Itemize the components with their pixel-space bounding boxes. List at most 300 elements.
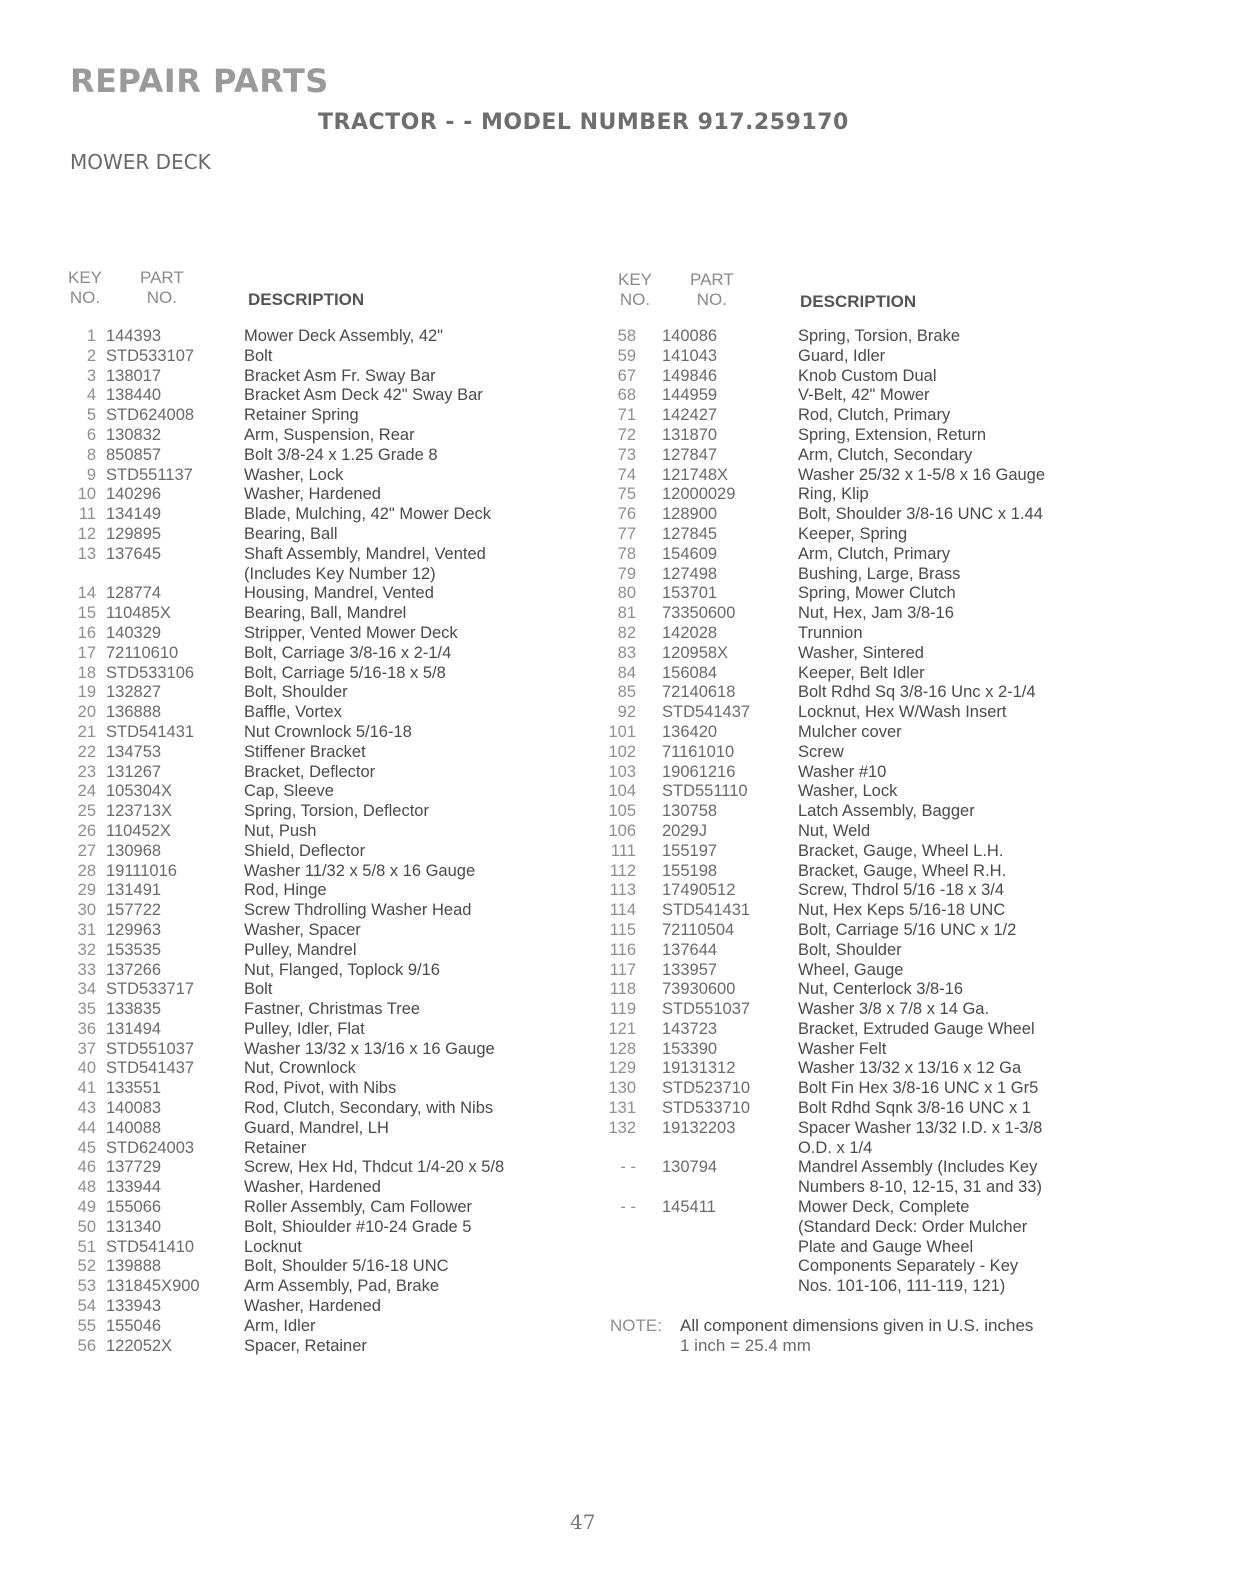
part-number: 12000029 xyxy=(662,485,736,504)
part-header-line1: PART xyxy=(140,268,184,287)
part-description: Nos. 101-106, 111-119, 121) xyxy=(798,1277,1006,1296)
part-description: Washer, Lock xyxy=(244,465,344,484)
part-description: Fastner, Christmas Tree xyxy=(244,1000,421,1019)
part-description: Nut, Weld xyxy=(798,821,871,840)
part-description: Plate and Gauge Wheel xyxy=(798,1237,974,1256)
key-number: 46 xyxy=(77,1158,96,1177)
part-number: 141043 xyxy=(662,346,718,365)
key-number: 10 xyxy=(77,485,96,504)
key-number: 49 xyxy=(77,1198,96,1217)
part-number: 136888 xyxy=(106,703,162,722)
part-number: STD551037 xyxy=(106,1039,195,1058)
part-number: STD533107 xyxy=(106,346,195,365)
part-number: STD541410 xyxy=(106,1237,195,1256)
key-number: 131 xyxy=(608,1099,636,1118)
part-number: 130794 xyxy=(662,1158,718,1177)
part-number: 71161010 xyxy=(662,742,735,761)
key-number: 54 xyxy=(77,1297,96,1316)
part-description: Washer 25/32 x 1-5/8 x 16 Gauge xyxy=(798,465,1046,484)
key-number: 48 xyxy=(77,1178,96,1197)
part-number: 143723 xyxy=(662,1019,718,1038)
part-number: 72140618 xyxy=(662,683,736,702)
part-description: Rod, Clutch, Primary xyxy=(798,406,951,425)
part-number: 73350600 xyxy=(662,604,736,623)
part-number: 130832 xyxy=(106,425,162,444)
key-number: 55 xyxy=(77,1316,96,1335)
part-description: Bolt, Carriage 3/8-16 x 2-1/4 xyxy=(244,643,452,662)
key-number: 132 xyxy=(608,1118,636,1137)
key-number: 8 xyxy=(86,445,96,464)
key-number: - - xyxy=(620,1198,636,1217)
key-number: 40 xyxy=(77,1059,96,1078)
part-description: Bracket, Deflector xyxy=(244,762,376,781)
part-description: Knob Custom Dual xyxy=(798,366,937,385)
part-description: Nut, Hex Keps 5/16-18 UNC xyxy=(798,901,1006,920)
right-description-header: DESCRIPTION xyxy=(800,292,917,311)
part-description: Ring, Klip xyxy=(798,485,869,504)
key-number: 29 xyxy=(77,881,96,900)
left-key-header xyxy=(68,268,102,308)
key-number: - - xyxy=(620,1158,636,1177)
key-number: 11 xyxy=(78,505,96,524)
part-description: Components Separately - Key xyxy=(798,1257,1019,1276)
key-number: 75 xyxy=(617,485,636,504)
key-number: 129 xyxy=(608,1059,636,1078)
part-description: Spring, Extension, Return xyxy=(798,425,987,444)
part-description: Bolt, Shoulder xyxy=(798,940,902,959)
key-number: 44 xyxy=(77,1118,96,1137)
part-description: Cap, Sleeve xyxy=(244,782,334,801)
key-number: 34 xyxy=(77,980,96,999)
key-number: 27 xyxy=(77,841,96,860)
part-number: 129963 xyxy=(106,920,162,939)
key-number: 56 xyxy=(77,1336,96,1355)
key-number: 74 xyxy=(617,465,636,484)
part-description: Bolt, Shoulder 3/8-16 UNC x 1.44 xyxy=(798,505,1043,524)
part-number: STD533717 xyxy=(106,980,195,999)
part-number: STD551110 xyxy=(662,782,748,801)
part-description: Retainer Spring xyxy=(244,406,359,425)
part-description: Washer #10 xyxy=(798,762,887,781)
dimensions-note xyxy=(610,1316,1033,1356)
key-number: 80 xyxy=(617,584,636,603)
key-number: 105 xyxy=(608,802,636,821)
key-number: 50 xyxy=(77,1217,96,1236)
part-number: 144959 xyxy=(662,386,718,405)
part-number: 110452X xyxy=(106,821,171,840)
part-description: Washer, Spacer xyxy=(244,920,361,939)
part-description: Bushing, Large, Brass xyxy=(798,564,961,583)
key-number: 103 xyxy=(608,762,636,781)
left-description-header: DESCRIPTION xyxy=(248,290,365,309)
key-number: 35 xyxy=(77,1000,96,1019)
part-number: 145411 xyxy=(662,1198,716,1217)
key-header-line2: NO. xyxy=(619,290,651,309)
key-number: 106 xyxy=(608,821,636,840)
key-number: 79 xyxy=(617,564,636,583)
page-number: 47 xyxy=(570,1510,596,1534)
part-number: 128900 xyxy=(662,505,718,524)
part-number: 129895 xyxy=(106,524,162,543)
part-number: 19132203 xyxy=(662,1118,736,1137)
part-description: Arm, Clutch, Primary xyxy=(798,544,951,563)
part-number: 73930600 xyxy=(662,980,736,999)
part-description: Washer, Hardened xyxy=(244,1297,381,1316)
part-description: Bracket, Extruded Gauge Wheel xyxy=(798,1019,1035,1038)
part-description: Nut, Crownlock xyxy=(244,1059,356,1078)
part-number: STD551037 xyxy=(662,1000,751,1019)
part-number: 17490512 xyxy=(662,881,736,900)
key-number: 119 xyxy=(609,1000,636,1019)
right-key-header xyxy=(618,270,652,310)
part-description: Bracket Asm Fr. Sway Bar xyxy=(244,366,436,385)
key-number: 33 xyxy=(77,960,96,979)
key-number: 82 xyxy=(617,623,636,642)
part-number: 142028 xyxy=(662,623,718,642)
part-number: 133551 xyxy=(106,1079,162,1098)
part-description: Bolt, Shoulder xyxy=(244,683,348,702)
part-number: 131340 xyxy=(106,1217,162,1236)
part-number: 137644 xyxy=(662,940,718,959)
part-description: Screw xyxy=(798,742,844,761)
part-number: 142427 xyxy=(662,406,718,425)
part-description: Numbers 8-10, 12-15, 31 and 33) xyxy=(798,1178,1042,1197)
part-number: 131870 xyxy=(662,425,718,444)
key-number: 114 xyxy=(609,901,636,920)
key-number: 121 xyxy=(608,1019,636,1038)
part-description: Washer 11/32 x 5/8 x 16 Gauge xyxy=(244,861,476,880)
part-description: Stripper, Vented Mower Deck xyxy=(244,623,458,642)
part-number: 127498 xyxy=(662,564,718,583)
key-number: 2 xyxy=(86,346,96,365)
key-number: 23 xyxy=(77,762,96,781)
part-number: 137645 xyxy=(106,544,162,563)
part-number: 153390 xyxy=(662,1039,718,1058)
part-number: 131491 xyxy=(106,881,162,900)
part-description: Keeper, Spring xyxy=(798,524,908,543)
part-description: Wheel, Gauge xyxy=(798,960,904,979)
part-number: 19131312 xyxy=(662,1059,736,1078)
key-number: 16 xyxy=(77,623,96,642)
part-description: Spring, Torsion, Brake xyxy=(798,327,961,345)
key-number: 81 xyxy=(617,604,636,623)
part-number: STD541431 xyxy=(662,901,751,920)
part-header-line2: NO. xyxy=(696,290,727,309)
key-header-line1: KEY xyxy=(618,270,653,289)
part-description: Locknut xyxy=(244,1237,302,1256)
part-number: 136420 xyxy=(662,722,718,741)
key-number: 36 xyxy=(77,1019,96,1038)
part-description: Arm, Clutch, Secondary xyxy=(798,445,973,464)
part-description: Trunnion xyxy=(798,623,863,642)
part-description: Bolt Fin Hex 3/8-16 UNC x 1 Gr5 xyxy=(798,1079,1039,1098)
part-number: 123713X xyxy=(106,802,173,821)
part-number: 127845 xyxy=(662,524,718,543)
key-number: 117 xyxy=(609,960,636,979)
part-description: Washer, Hardened xyxy=(244,1178,381,1197)
key-number: 115 xyxy=(609,920,636,939)
part-number: 157722 xyxy=(106,901,162,920)
part-number: 133957 xyxy=(662,960,718,979)
part-number: 154609 xyxy=(662,544,718,563)
part-description: Washer, Sintered xyxy=(798,643,924,662)
part-number: 131494 xyxy=(106,1019,162,1038)
part-description: Spring, Mower Clutch xyxy=(798,584,956,603)
key-number: 41 xyxy=(77,1079,96,1098)
part-description: Rod, Hinge xyxy=(244,881,327,900)
key-number: 85 xyxy=(617,683,636,702)
key-number: 113 xyxy=(609,881,636,900)
part-description: Housing, Mandrel, Vented xyxy=(244,584,434,603)
part-description: Bolt xyxy=(244,346,273,365)
left-part-header xyxy=(140,268,184,308)
part-number: 140088 xyxy=(106,1118,162,1137)
part-description: Washer, Hardened xyxy=(244,485,381,504)
part-number: 155197 xyxy=(662,841,718,860)
part-description: Guard, Mandrel, LH xyxy=(244,1118,389,1137)
part-number: 144393 xyxy=(106,327,162,345)
part-description: Screw Thdrolling Washer Head xyxy=(244,901,472,920)
part-description: Shaft Assembly, Mandrel, Vented xyxy=(244,544,486,563)
part-number: STD523710 xyxy=(662,1079,751,1098)
part-number: 19061216 xyxy=(662,762,736,781)
part-description: Pulley, Mandrel xyxy=(244,940,357,959)
part-number: 156084 xyxy=(662,663,718,682)
key-number: 37 xyxy=(77,1039,96,1058)
part-number: 140329 xyxy=(106,623,162,642)
part-description: Mandrel Assembly (Includes Key xyxy=(798,1158,1038,1177)
part-description: Arm, Suspension, Rear xyxy=(244,425,415,444)
key-number: 73 xyxy=(617,445,636,464)
key-number: 68 xyxy=(617,386,636,405)
part-number: 128774 xyxy=(106,584,162,603)
key-number: 5 xyxy=(86,406,96,425)
right-part-header xyxy=(690,270,734,310)
part-number: STD541437 xyxy=(662,703,751,722)
part-number: STD541437 xyxy=(106,1059,195,1078)
part-description: Nut, Flanged, Toplock 9/16 xyxy=(244,960,440,979)
part-description: Bearing, Ball, Mandrel xyxy=(244,604,407,623)
note-line2: 1 inch = 25.4 mm xyxy=(680,1336,811,1355)
part-description: Rod, Clutch, Secondary, with Nibs xyxy=(244,1099,494,1118)
part-number: 130758 xyxy=(662,802,718,821)
part-number: 134149 xyxy=(106,505,162,524)
part-description: Washer 13/32 x 13/16 x 12 Ga xyxy=(798,1059,1022,1078)
part-number: 153701 xyxy=(662,584,718,603)
part-description: Bolt xyxy=(244,980,273,999)
part-number: 133943 xyxy=(106,1297,162,1316)
key-number: 101 xyxy=(608,722,636,741)
part-description: Bolt, Carriage 5/16 UNC x 1/2 xyxy=(798,920,1017,939)
part-description: Washer, Lock xyxy=(798,782,898,801)
part-description: Mower Deck Assembly, 42" xyxy=(244,327,444,345)
key-number: 52 xyxy=(77,1257,96,1276)
part-description: Washer 3/8 x 7/8 x 14 Ga. xyxy=(798,1000,990,1019)
part-number: 134753 xyxy=(106,742,162,761)
part-description: (Includes Key Number 12) xyxy=(244,564,436,583)
part-description: V-Belt, 42" Mower xyxy=(798,386,930,405)
part-number: 110485X xyxy=(106,604,171,623)
part-number: STD533106 xyxy=(106,663,195,682)
key-number: 25 xyxy=(77,802,96,821)
part-number: STD541431 xyxy=(106,722,195,741)
key-number: 9 xyxy=(86,465,96,484)
part-description: Bolt Rdhd Sqnk 3/8-16 UNC x 1 xyxy=(798,1099,1031,1118)
part-number: 133944 xyxy=(106,1178,162,1197)
part-number: 19111016 xyxy=(106,861,177,880)
key-number: 118 xyxy=(609,980,636,999)
part-description: Bolt 3/8-24 x 1.25 Grade 8 xyxy=(244,445,438,464)
part-description: Retainer xyxy=(244,1138,307,1157)
part-description: Bolt, Shoulder 5/16-18 UNC xyxy=(244,1257,449,1276)
part-number: 149846 xyxy=(662,366,718,385)
part-description: Nut Crownlock 5/16-18 xyxy=(244,722,412,741)
part-number: 120958X xyxy=(662,643,729,662)
key-number: 3 xyxy=(86,366,96,385)
part-number: 138440 xyxy=(106,386,162,405)
key-number: 4 xyxy=(86,386,96,405)
part-description: Bracket Asm Deck 42" Sway Bar xyxy=(244,386,483,405)
key-number: 19 xyxy=(77,683,96,702)
key-number: 71 xyxy=(617,406,636,425)
part-description: O.D. x 1/4 xyxy=(798,1138,873,1157)
part-description: Arm Assembly, Pad, Brake xyxy=(244,1277,440,1296)
key-number: 84 xyxy=(617,663,636,682)
part-description: Pulley, Idler, Flat xyxy=(244,1019,365,1038)
part-number: 138017 xyxy=(106,366,162,385)
part-description: Blade, Mulching, 42" Mower Deck xyxy=(244,505,492,524)
part-number: 133835 xyxy=(106,1000,162,1019)
key-number: 104 xyxy=(608,782,636,801)
key-number: 30 xyxy=(77,901,96,920)
part-description: Bolt Rdhd Sq 3/8-16 Unc x 2-1/4 xyxy=(798,683,1036,702)
part-description: (Standard Deck: Order Mulcher xyxy=(798,1217,1028,1236)
part-description: Keeper, Belt Idler xyxy=(798,663,925,682)
key-number: 130 xyxy=(608,1079,636,1098)
part-description: Spring, Torsion, Deflector xyxy=(244,802,429,821)
part-description: Washer 13/32 x 13/16 x 16 Gauge xyxy=(244,1039,495,1058)
part-number: 137266 xyxy=(106,960,162,979)
part-number: 72110610 xyxy=(106,643,179,662)
key-number: 6 xyxy=(86,425,96,444)
key-number: 14 xyxy=(77,584,96,603)
part-number: 131267 xyxy=(106,762,162,781)
note-line1: All component dimensions given in U.S. inches xyxy=(680,1316,1034,1335)
key-header-line1: KEY xyxy=(68,268,103,287)
part-header-line1: PART xyxy=(690,270,734,289)
part-number: STD624003 xyxy=(106,1138,195,1157)
part-number: 132827 xyxy=(106,683,162,702)
key-number: 24 xyxy=(77,782,96,801)
key-number: 17 xyxy=(77,643,96,662)
key-number: 31 xyxy=(77,920,96,939)
part-number: STD551137 xyxy=(106,465,193,484)
part-description: Stiffener Bracket xyxy=(244,742,366,761)
part-description: Bolt, Shioulder #10-24 Grade 5 xyxy=(244,1217,472,1236)
key-number: 78 xyxy=(617,544,636,563)
part-number: 130968 xyxy=(106,841,162,860)
part-description: Washer Felt xyxy=(798,1039,887,1058)
part-number: 105304X xyxy=(106,782,173,801)
key-number: 77 xyxy=(617,524,636,543)
part-description: Rod, Pivot, with Nibs xyxy=(244,1079,397,1098)
part-description: Mower Deck, Complete xyxy=(798,1198,970,1217)
key-number: 102 xyxy=(608,742,636,761)
key-number: 83 xyxy=(617,643,636,662)
part-description: Mulcher cover xyxy=(798,722,902,741)
part-description: Spacer, Retainer xyxy=(244,1336,367,1355)
part-number: 153535 xyxy=(106,940,162,959)
part-description: Arm, Idler xyxy=(244,1316,316,1335)
part-number: 140086 xyxy=(662,327,718,345)
key-number: 67 xyxy=(617,366,636,385)
part-number: 140083 xyxy=(106,1099,162,1118)
part-description: Spacer Washer 13/32 I.D. x 1-3/8 xyxy=(798,1118,1043,1137)
part-description: Bolt, Carriage 5/16-18 x 5/8 xyxy=(244,663,446,682)
part-number: 155046 xyxy=(106,1316,162,1335)
key-number: 116 xyxy=(609,940,636,959)
key-number: 76 xyxy=(617,505,636,524)
part-description: Nut, Centerlock 3/8-16 xyxy=(798,980,964,999)
key-header-line2: NO. xyxy=(69,288,101,307)
key-number: 1 xyxy=(86,327,96,345)
key-number: 51 xyxy=(77,1237,96,1256)
key-number: 13 xyxy=(77,544,96,563)
key-number: 128 xyxy=(608,1039,636,1058)
key-number: 28 xyxy=(77,861,96,880)
part-header-line2: NO. xyxy=(146,288,177,307)
part-description: Guard, Idler xyxy=(798,346,886,365)
part-number: STD624008 xyxy=(106,406,195,425)
key-number: 59 xyxy=(617,346,636,365)
part-description: Bracket, Gauge, Wheel R.H. xyxy=(798,861,1007,880)
part-number: 2029J xyxy=(662,821,707,840)
key-number: 92 xyxy=(617,703,636,722)
section-title: MOWER DECK xyxy=(70,150,211,174)
key-number: 111 xyxy=(610,841,636,860)
key-number: 15 xyxy=(77,604,96,623)
key-number: 22 xyxy=(77,742,96,761)
part-number: 139888 xyxy=(106,1257,162,1276)
model-title: TRACTOR - - MODEL NUMBER 917.259170 xyxy=(318,110,849,135)
key-number: 72 xyxy=(617,425,636,444)
part-description: Bearing, Ball xyxy=(244,524,338,543)
key-number: 43 xyxy=(77,1099,96,1118)
part-description: Shield, Deflector xyxy=(244,841,366,860)
key-number: 32 xyxy=(77,940,96,959)
part-description: Nut, Push xyxy=(244,821,317,840)
part-description: Roller Assembly, Cam Follower xyxy=(244,1198,473,1217)
part-description: Latch Assembly, Bagger xyxy=(798,802,975,821)
key-number: 21 xyxy=(77,722,96,741)
part-number: 122052X xyxy=(106,1336,173,1355)
part-number: 131845X900 xyxy=(106,1277,200,1296)
page-title: REPAIR PARTS xyxy=(70,62,329,100)
key-number: 12 xyxy=(77,524,96,543)
key-number: 18 xyxy=(77,663,96,682)
part-number: 155198 xyxy=(662,861,718,880)
part-number: 140296 xyxy=(106,485,162,504)
part-description: Screw, Thdrol 5/16 -18 x 3/4 xyxy=(798,881,1005,900)
part-description: Bracket, Gauge, Wheel L.H. xyxy=(798,841,1004,860)
part-number: 127847 xyxy=(662,445,718,464)
part-number: STD533710 xyxy=(662,1099,751,1118)
part-number: 72110504 xyxy=(662,920,735,939)
key-number: 58 xyxy=(617,327,636,345)
note-label: NOTE: xyxy=(610,1316,662,1335)
part-description: Nut, Hex, Jam 3/8-16 xyxy=(798,604,954,623)
part-number: 137729 xyxy=(106,1158,162,1177)
